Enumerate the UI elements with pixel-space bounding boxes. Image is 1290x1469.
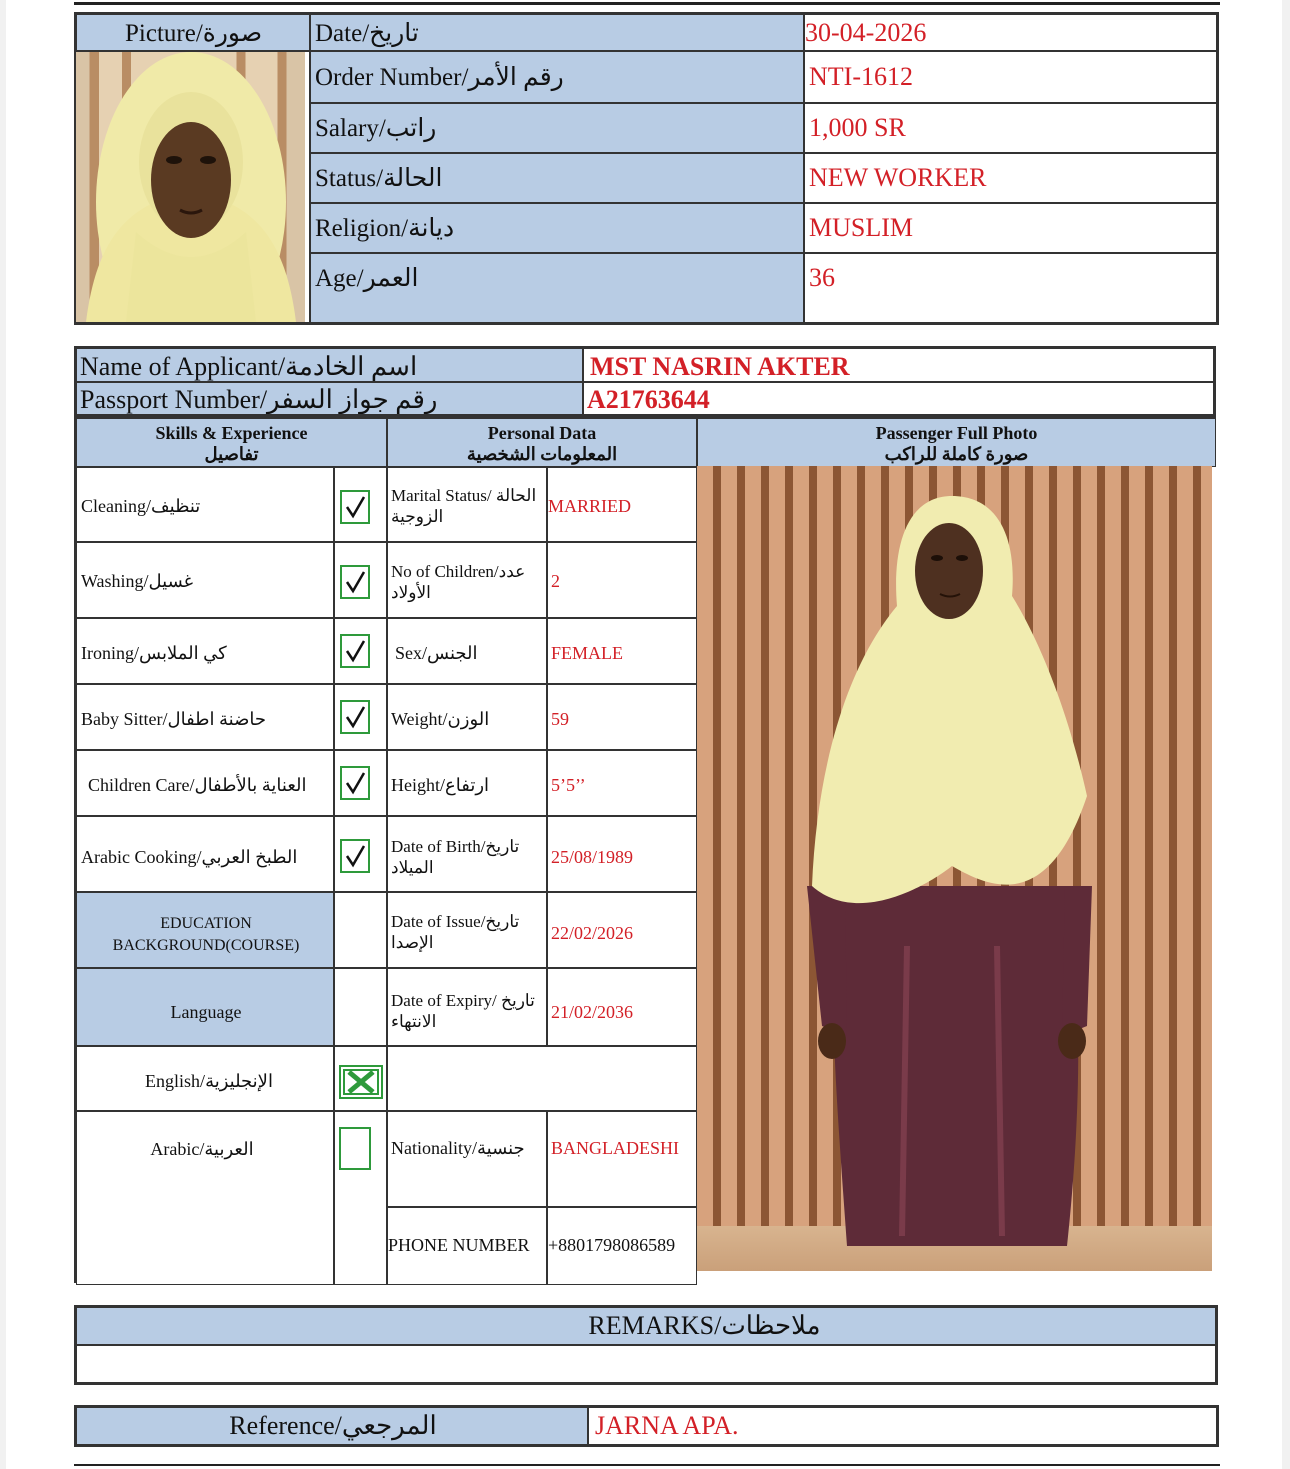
weight-label: Weight/الوزن — [391, 709, 490, 729]
name-label-cell — [76, 348, 583, 382]
arabic-checkbox[interactable] — [339, 1127, 371, 1170]
language-check-cell — [334, 1046, 387, 1111]
personal-value-cell — [547, 892, 697, 968]
personal-value-cell — [547, 542, 697, 618]
personal-header — [387, 418, 697, 467]
picture-label: Picture/صورة — [125, 20, 263, 47]
photo-header-en: Passenger Full Photo — [875, 423, 1038, 443]
status-label-cell — [310, 153, 804, 203]
skill-check-cell — [334, 542, 387, 618]
skill-baby-sitter-label: Baby Sitter/حاضنة اطفال — [81, 709, 266, 729]
nationality-label: Nationality/جنسية — [391, 1138, 525, 1158]
passport-label: Passport Number/رقم جواز السفر — [80, 385, 438, 414]
skills-header — [76, 418, 387, 467]
age-value: 36 — [809, 263, 835, 292]
date-of-expiry-value: 21/02/2036 — [551, 1002, 634, 1022]
skill-check-cell — [334, 816, 387, 892]
ironing-checkbox[interactable] — [340, 634, 370, 668]
status-label: Status/الحالة — [315, 165, 443, 192]
arabic-cooking-checkbox[interactable] — [340, 839, 370, 873]
skill-cleaning-label: Cleaning/تنظيف — [81, 496, 201, 516]
personal-label-cell — [387, 542, 547, 618]
skill-check-cell — [334, 618, 387, 684]
personal-label-cell — [387, 892, 547, 968]
age-label-cell — [310, 253, 804, 323]
personal-label-cell — [387, 750, 547, 816]
marital-status-value: MARRIED — [548, 496, 632, 516]
religion-label-cell — [310, 203, 804, 253]
salary-label-cell — [310, 103, 804, 153]
personal-value-cell — [547, 684, 697, 750]
skill-check-cell — [334, 467, 387, 542]
language-empty-cell — [334, 968, 387, 1046]
language-row — [76, 1111, 334, 1285]
bottom-rule — [74, 1464, 1220, 1466]
skill-children-care-label: Children Care/العناية بالأطفال — [88, 775, 307, 795]
skill-arabic-cooking-label: Arabic Cooking/الطبخ العربي — [81, 847, 298, 867]
skill-row — [76, 542, 334, 618]
reference-table — [74, 1405, 1219, 1447]
passport-label-cell — [76, 382, 583, 415]
reference-value: JARNA APA. — [595, 1411, 739, 1440]
personal-label-cell — [387, 968, 547, 1046]
date-label-cell — [310, 14, 804, 51]
education-label-cell — [76, 892, 334, 968]
checkmark-icon — [342, 841, 368, 871]
salary-value: 1,000 SR — [809, 113, 906, 142]
personal-label-cell — [387, 816, 547, 892]
reference-value-cell — [588, 1407, 1217, 1445]
skill-row — [76, 684, 334, 750]
age-label: Age/العمر — [315, 265, 419, 292]
baby-sitter-checkbox[interactable] — [340, 700, 370, 734]
language-label-cell — [76, 968, 334, 1046]
personal-label-cell — [387, 467, 547, 542]
language-label: Language — [170, 1002, 242, 1022]
status-value: NEW WORKER — [809, 163, 987, 192]
applicant-name: MST NASRIN AKTER — [590, 352, 850, 381]
skill-row — [76, 750, 334, 816]
religion-label: Religion/ديانة — [315, 215, 455, 242]
personal-label-cell — [387, 684, 547, 750]
order-value-cell — [804, 51, 1217, 103]
skill-row — [76, 467, 334, 542]
reference-label: Reference/المرجعي — [229, 1411, 437, 1440]
date-of-birth-value: 25/08/1989 — [551, 847, 634, 867]
personal-label-cell — [387, 1207, 547, 1285]
date-of-expiry-label: Date of Expiry/ تاريخ الانتهاء — [391, 991, 535, 1031]
personal-value-cell — [547, 1111, 697, 1207]
order-number-value: NTI-1612 — [809, 62, 913, 91]
checkmark-icon — [342, 567, 368, 597]
remarks-label: REMARKS/ملاحظات — [588, 1311, 821, 1340]
religion-value: MUSLIM — [809, 213, 914, 242]
cleaning-checkbox[interactable] — [340, 490, 370, 524]
remarks-table — [74, 1305, 1218, 1385]
skill-washing-label: Washing/غسيل — [81, 571, 194, 591]
children-count-label: No of Children/عدد الأولاد — [391, 562, 526, 602]
personal-label-cell — [387, 618, 547, 684]
skills-header-ar: تفاصيل — [204, 444, 259, 464]
picture-header — [76, 14, 310, 51]
checkmark-icon — [342, 492, 368, 522]
arabic-label: Arabic/العربية — [150, 1139, 254, 1159]
skill-check-cell — [334, 684, 387, 750]
language-row — [76, 1046, 334, 1111]
marital-status-label: Marital Status/ الحالة الزوجية — [391, 486, 537, 526]
date-value-cell — [804, 14, 1217, 51]
sex-value: FEMALE — [551, 643, 623, 663]
passport-value-cell — [583, 382, 1214, 415]
skill-ironing-label: Ironing/كي الملابس — [81, 643, 227, 663]
skill-row — [76, 816, 334, 892]
order-label-cell — [310, 51, 804, 103]
english-label: English/الإنجليزية — [145, 1071, 273, 1091]
phone-number-label: PHONE NUMBER — [388, 1235, 530, 1255]
language-check-cell — [334, 1111, 387, 1285]
skill-check-cell — [334, 750, 387, 816]
date-label: Date/تاريخ — [315, 20, 419, 47]
remarks-value-cell — [76, 1345, 1216, 1383]
name-label: Name of Applicant/اسم الخادمة — [80, 352, 418, 381]
phone-number-value: +8801798086589 — [548, 1235, 676, 1255]
children-care-checkbox[interactable] — [340, 766, 370, 800]
passport-number: A21763644 — [587, 385, 710, 414]
top-rule — [74, 2, 1220, 5]
photo-header — [697, 418, 1216, 467]
education-empty-cell — [334, 892, 387, 968]
personal-header-en: Personal Data — [487, 423, 597, 443]
skills-header-en: Skills & Experience — [155, 423, 308, 443]
date-of-issue-label: Date of Issue/تاريخ الإصدا — [391, 912, 520, 952]
personal-value-cell — [547, 816, 697, 892]
x-mark-icon — [341, 1067, 381, 1097]
order-number-label: Order Number/رقم الأمر — [315, 64, 564, 91]
page-edge — [0, 0, 6, 1469]
checkmark-icon — [342, 768, 368, 798]
checkmark-icon — [342, 702, 368, 732]
personal-value-cell — [547, 618, 697, 684]
date-of-birth-label: Date of Birth/تاريخ الميلاد — [391, 837, 520, 877]
education-label: EDUCATION BACKGROUND(COURSE) — [112, 915, 300, 954]
height-label: Height/ارتفاع — [391, 775, 490, 795]
religion-value-cell — [804, 203, 1217, 253]
passenger-full-photo — [697, 466, 1212, 1271]
skill-row — [76, 618, 334, 684]
personal-empty-row — [387, 1046, 697, 1111]
personal-value-cell — [547, 467, 697, 542]
english-checkbox[interactable] — [339, 1065, 383, 1099]
personal-value-cell — [547, 1207, 697, 1285]
page-edge — [1282, 0, 1290, 1469]
washing-checkbox[interactable] — [340, 565, 370, 599]
weight-value: 59 — [551, 709, 569, 729]
personal-label-cell — [387, 1111, 547, 1207]
date-of-issue-value: 22/02/2026 — [551, 923, 634, 943]
sex-label: Sex/الجنس — [395, 643, 478, 663]
full-photo-illustration — [697, 466, 1212, 1271]
checkmark-icon — [342, 636, 368, 666]
age-value-cell — [804, 253, 1217, 323]
status-value-cell — [804, 153, 1217, 203]
children-count-value: 2 — [551, 571, 560, 591]
date-value: 30-04-2026 — [805, 18, 927, 47]
name-value-cell — [583, 348, 1214, 382]
portrait-illustration — [76, 52, 305, 322]
reference-label-cell — [76, 1407, 588, 1445]
personal-value-cell — [547, 750, 697, 816]
remarks-header — [76, 1307, 1216, 1345]
nationality-value: BANGLADESHI — [551, 1138, 679, 1158]
personal-value-cell — [547, 968, 697, 1046]
salary-value-cell — [804, 103, 1217, 153]
personal-header-ar: المعلومات الشخصية — [466, 444, 618, 464]
photo-header-ar: صورة كاملة للراكب — [884, 444, 1029, 464]
salary-label: Salary/راتب — [315, 115, 437, 142]
height-value: 5’5’’ — [551, 775, 586, 795]
applicant-portrait-photo — [76, 52, 305, 322]
applicant-table — [74, 346, 1216, 417]
